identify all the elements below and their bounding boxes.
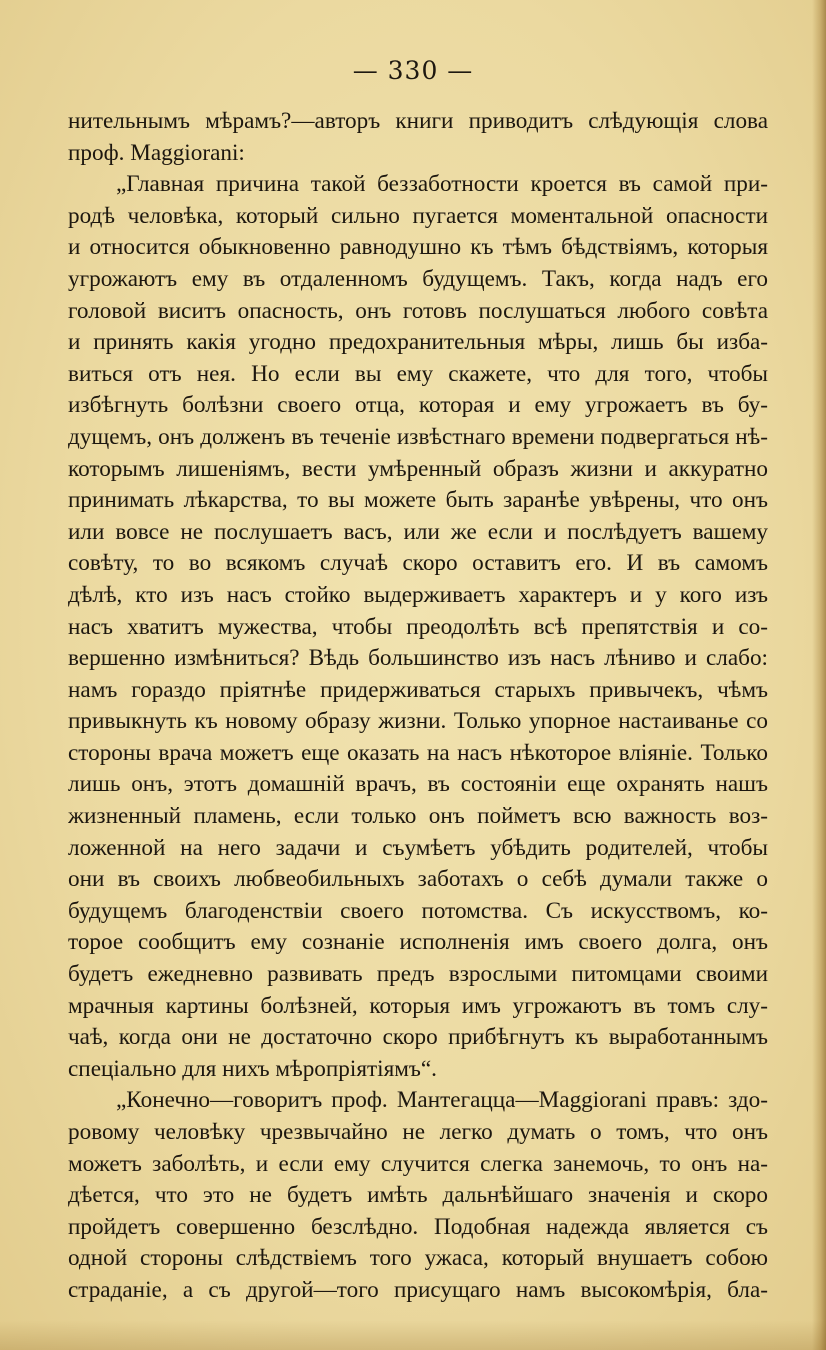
text-line: или вовсе не послушаетъ васъ, или же если и послѣдуетъ вашему [68, 518, 768, 545]
text-line: страданіе, а съ другой—того присущаго намъ высокомѣрія, бла- [68, 1276, 768, 1303]
text-line: насъ хватитъ мужества, чтобы преодолѣть всѣ препятствія и со- [68, 613, 768, 640]
text-line: дѣется, что это не будетъ имѣть дальнѣйшаго значенія и скоро [68, 1182, 768, 1209]
text-line: лишь онъ, этотъ домашній врачъ, въ состояніи еще охранять нашъ [68, 771, 768, 798]
text-line: спеціально для нихъ мѣропріятіямъ“. [68, 1055, 437, 1082]
text-line: одной стороны слѣдствіемъ того ужаса, который внушаетъ собою [68, 1245, 768, 1272]
text-line: „Конечно—говоритъ проф. Мантегацца—Maggiorani правъ: здо- [116, 1087, 768, 1114]
text-line: будетъ ежедневно развивать предъ взрослыми питомцами своими [68, 961, 768, 988]
text-line: будущемъ благоденствіи своего потомства. Съ искусствомъ, ко- [68, 897, 768, 924]
text-line: избѣгнуть болѣзни своего отца, которая и ему угрожаетъ въ бу- [68, 392, 768, 419]
text-line: жизненный пламень, если только онъ пойметъ всю важность воз- [68, 803, 768, 830]
text-line: и относится обыкновенно равнодушно къ тѣмъ бѣдствіямъ, которыя [68, 234, 768, 261]
text-line: намъ гораздо пріятнѣе придерживаться старыхъ привычекъ, чѣмъ [68, 676, 768, 703]
text-line: дѣлѣ, кто изъ насъ стойко выдерживаетъ характеръ и у кого изъ [68, 581, 768, 608]
text-line: угрожаютъ ему въ отдаленномъ будущемъ. Такъ, когда надъ его [68, 265, 768, 292]
text-line: ложенной на него задачи и съумѣетъ убѣдить родителей, чтобы [68, 834, 768, 861]
text-line: которымъ лишеніямъ, вести умѣренный образъ жизни и аккуратно [68, 455, 768, 482]
text-line: вершенно измѣниться? Вѣдь большинство изъ насъ лѣниво и слабо: [68, 645, 768, 672]
text-line: мрачныя картины болѣзней, которыя имъ угрожаютъ въ томъ слу- [68, 992, 768, 1019]
text-line: можетъ заболѣть, и если ему случится слегка занемочь, то онъ на- [68, 1150, 768, 1177]
text-line: виться отъ нея. Но если вы ему скажете, что для того, чтобы [68, 360, 768, 387]
page-bottom-shadow [0, 1320, 826, 1350]
text-line: пройдетъ совершенно безслѣдно. Подобная надежда является съ [68, 1213, 768, 1240]
page-number: — 330 — [352, 56, 474, 85]
text-line: нительнымъ мѣрамъ?—авторъ книги приводитъ слѣдующія слова [68, 108, 768, 134]
page-edge-shadow [812, 0, 826, 1350]
text-line: „Главная причина такой беззаботности кроется въ самой при- [116, 171, 768, 198]
body-text [68, 106, 768, 1307]
text-line: принимать лѣкарства, то вы можете быть заранѣе увѣрены, что онъ [68, 487, 768, 514]
text-line: родѣ человѣка, который сильно пугается моментальной опасности [68, 202, 768, 229]
text-line: они въ своихъ любвеобильныхъ заботахъ о себѣ думали также о [68, 866, 768, 893]
text-line: и принять какія угодно предохранительныя мѣры, лишь бы изба- [68, 329, 768, 356]
text-line: торое сообщитъ ему сознаніе исполненія имъ своего долга, онъ [68, 929, 768, 956]
text-line: привыкнуть къ новому образу жизни. Только упорное настаиванье со [68, 708, 768, 735]
text-line: стороны врача можетъ еще оказать на насъ нѣкоторое вліяніе. Только [68, 739, 768, 766]
text-line: совѣту, то во всякомъ случаѣ скоро оставитъ его. И въ самомъ [68, 550, 768, 577]
text-line: ровому человѣку чрезвычайно не легко думать о томъ, что онъ [68, 1119, 768, 1145]
text-line: головой виситъ опасность, онъ готовъ послушаться любого совѣта [68, 297, 768, 324]
text-line: дущемъ, онъ долженъ въ теченіе извѣстнаго времени подвергаться нѣ- [68, 423, 768, 450]
text-line: чаѣ, когда они не достаточно скоро прибѣгнутъ къ выработаннымъ [68, 1024, 768, 1051]
text-line: проф. Maggiorani: [68, 139, 245, 166]
